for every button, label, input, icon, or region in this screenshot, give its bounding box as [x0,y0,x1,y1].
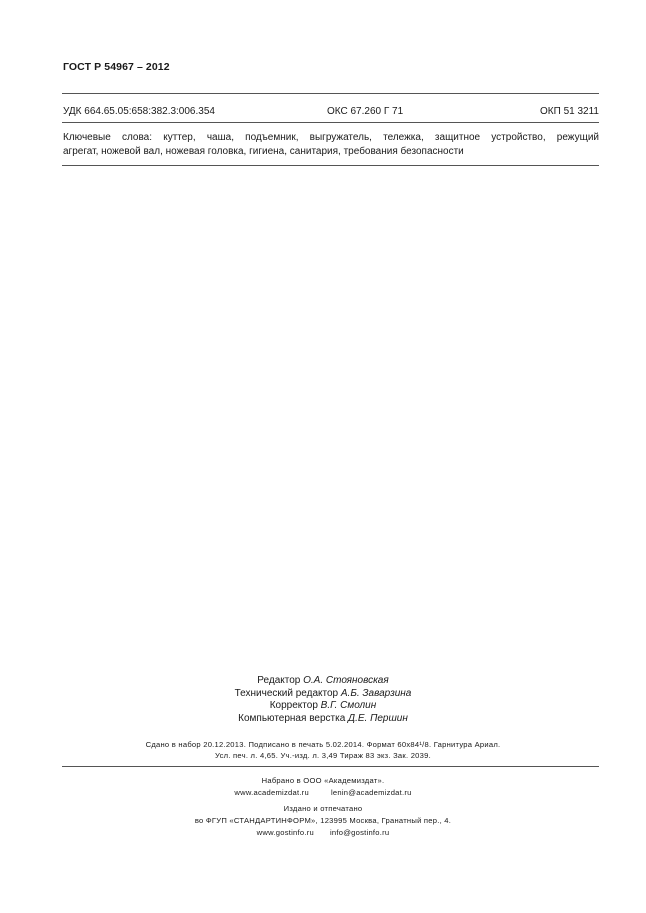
credit-person: Д.Е. Першин [348,712,408,724]
credit-editor [0,675,646,688]
publisher-contacts-2 [0,827,646,839]
credit-role: Технический редактор [234,687,339,699]
publisher-typeset: Набрано в ООО «Академиздат». [261,776,385,785]
classification-divider [62,122,599,123]
okp-code: ОКП 51 3211 [540,106,599,117]
keywords-line-1: Ключевые слова: куттер, чаша, подъемник, выгружатель, тележка, защитное устройство, режущий [63,132,599,143]
keywords-block [63,131,599,159]
publisher-site-link[interactable]: www.academizdat.ru [234,788,309,797]
credit-role: Корректор [269,700,318,711]
keywords-divider [62,165,599,166]
keywords-line-2: агрегат, ножевой вал, ножевая головка, гигиена, санитария, требования безопасности [63,146,464,157]
credit-tech-editor [0,688,646,701]
document-header: ГОСТ Р 54967 – 2012 [63,61,170,73]
credit-corrector [0,700,646,713]
gostinfo-email-link[interactable]: info@gostinfo.ru [329,828,390,837]
top-divider [62,93,599,94]
publisher-email-link[interactable]: lenin@academizdat.ru [330,788,412,797]
publisher-org: во ФГУП «СТАНДАРТИНФОРМ», 123995 Москва, Гранатный пер., 4. [194,816,452,825]
udk-code: УДК 664.65.05:658:382.3:006.354 [63,106,215,117]
credit-person: А.Б. Заварзина [340,687,412,699]
oks-code: ОКС 67.260 Г 71 [327,106,404,117]
gostinfo-site-link[interactable]: www.gostinfo.ru [256,828,314,837]
credits-block [0,675,646,725]
publisher-published: Издано и отпечатано [283,804,363,813]
print-divider [62,766,599,767]
credit-role: Редактор [257,675,301,686]
print-info-line-1: Сдано в набор 20.12.2013. Подписано в печать 5.02.2014. Формат 60х84¹/8. Гарнитура Ариал. [145,740,501,749]
publisher-contacts [0,787,646,799]
credit-person: В.Г. Смолин [320,700,377,711]
credit-person: О.А. Стояновская [303,675,389,686]
print-info-line-2: Усл. печ. л. 4,65. Уч.-изд. л. 3,49 Тираж 83 экз. Зак. 2039. [215,751,431,760]
credit-role: Компьютерная верстка [238,712,346,724]
credit-layout [0,713,646,726]
